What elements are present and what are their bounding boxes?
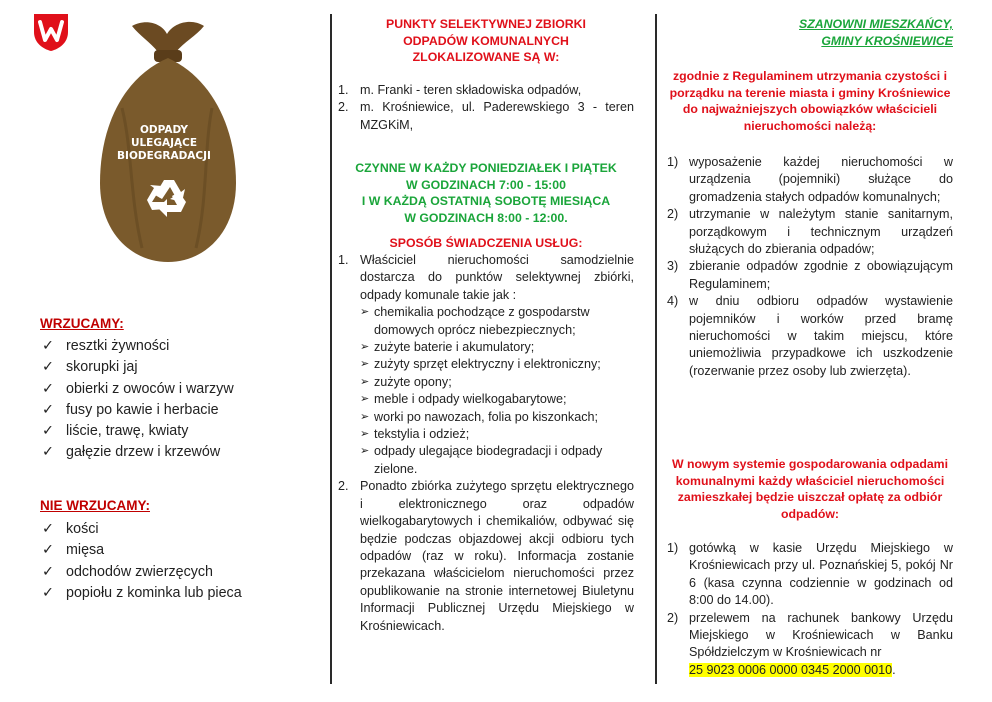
- fee-intro: [667, 456, 953, 522]
- method-number: 2.: [338, 479, 349, 494]
- waste-type-text: worki po nawozach, folia po kiszonkach;: [374, 409, 599, 424]
- waste-type-text: chemikalia pochodzące z gospodarstw domowych oprócz niebezpiecznych;: [374, 305, 590, 337]
- fee-intro-text: W nowym systemie gospodarowania odpadami komunalnymi każdy właściciel nieruchomości zamieszkałej będzie uiszczał opłatę za odbiór odpadów:: [671, 457, 949, 521]
- reject-item: [42, 540, 242, 561]
- waste-type-text: zużyty sprzęt elektryczny i elektroniczny;: [374, 357, 601, 372]
- greeting-line: SZANOWNI MIESZKAŃCY,: [799, 17, 953, 31]
- waste-type-item: [360, 426, 634, 443]
- reject-item-text: mięsa: [66, 542, 105, 559]
- accept-item: [42, 442, 234, 463]
- check-icon: ✓: [42, 423, 54, 440]
- points-title-line: PUNKTY SELEKTYWNEJ ZBIORKI: [386, 17, 586, 31]
- check-icon: ✓: [42, 584, 54, 601]
- duties-intro: [667, 68, 953, 134]
- payment-list: [667, 540, 953, 679]
- column-divider: [655, 14, 657, 684]
- method-item: [338, 252, 634, 478]
- arrow-icon: ➢: [360, 375, 370, 388]
- check-icon: ✓: [42, 444, 54, 461]
- payment-item: [667, 610, 953, 680]
- reject-item-text: kości: [66, 521, 99, 537]
- check-icon: ✓: [42, 401, 54, 418]
- duty-item: [667, 258, 953, 293]
- duty-number: 1): [667, 155, 679, 169]
- payment-number: 1): [667, 541, 679, 555]
- duty-number: 3): [667, 259, 679, 274]
- bank-account-number: 25 9023 0006 0000 0345 2000 0010: [689, 662, 893, 677]
- location-text: m. Krośniewice, ul. Paderewskiego 3 - teren MZGKiM,: [360, 100, 634, 132]
- waste-type-text: tekstylia i odzież;: [374, 427, 470, 442]
- accept-item-text: fusy po kawie i herbacie: [66, 401, 219, 418]
- accept-item-text: obierki z owoców i warzyw: [66, 380, 234, 397]
- duty-number: 4): [667, 294, 679, 309]
- check-icon: ✓: [42, 563, 54, 580]
- locations-list: [338, 82, 634, 134]
- hours-line: I W KAŻDĄ OSTATNIĄ SOBOTĘ MIESIĄCA: [361, 194, 611, 209]
- reject-title: NIE WRZUCAMY:: [40, 498, 150, 513]
- accept-item: [42, 357, 234, 378]
- location-text: m. Franki - teren składowiska odpadów,: [360, 83, 582, 97]
- check-icon: ✓: [42, 338, 54, 354]
- reject-item-text: popiołu z kominka lub pieca: [66, 584, 242, 601]
- method-section: [338, 252, 634, 635]
- duty-item: [667, 154, 953, 206]
- duty-text: w dniu odbioru odpadów wystawienie pojemników i worków przed bramę nieruchomości w takim miejscu, które uniemożliwia przypadkowe ich uszkodzenie (rozerwanie przez osoby lub zwierzęta).: [689, 294, 953, 378]
- account-end: .: [892, 662, 896, 677]
- method-item: [338, 478, 634, 635]
- waste-type-text: meble i odpady wielkogabarytowe;: [374, 392, 567, 407]
- location-item: [338, 82, 634, 99]
- location-item: [338, 99, 634, 134]
- bag-label-line: BIODEGRADACJI: [117, 150, 211, 162]
- waste-type-text: zużyte opony;: [374, 374, 452, 389]
- check-icon: ✓: [42, 542, 54, 559]
- accept-item: [42, 336, 234, 357]
- arrow-icon: ➢: [360, 341, 370, 354]
- method-title-text: SPOSÓB ŚWIADCZENIA USŁUG:: [389, 236, 583, 250]
- hours-line: W GODZINACH 7:00 - 15:00: [406, 177, 566, 192]
- points-title: [338, 16, 634, 66]
- method-text: Ponadto zbiórka zużytego sprzętu elektrycznego i elektronicznego oraz odpadów wielkogabarytowych i chemikaliów, odbywać się będzie podczas objazdowej akcji odbioru tych odpadów (raz w roku). Informacja zostanie przekazana właścicielom nieruchomości przez opublikowanie na stronie internetowej Biuletynu Informacji Publicznej Urzędu Miejskiego w Krośniewicach.: [360, 479, 634, 633]
- duty-number: 2): [667, 207, 679, 222]
- check-icon: ✓: [42, 521, 54, 537]
- payment-item: [667, 540, 953, 610]
- opening-hours: [338, 160, 634, 226]
- bag-label: [100, 124, 228, 163]
- method-title: [338, 235, 634, 252]
- check-icon: ✓: [42, 359, 54, 376]
- duties-intro-text: zgodnie z Regulaminem utrzymania czystości i porządku na terenie miasta i gminy Krośniewice do najważniejszych obowiązków właścicieli nieruchomości należą:: [669, 69, 951, 133]
- accept-item: [42, 421, 234, 442]
- payment-text: gotówką w kasie Urzędu Miejskiego w Krośniewicach przy ul. Poznańskiej 5, pokój Nr 6 (kasa czynna codziennie w godzinach od 8:00 do 14.00).: [689, 541, 953, 608]
- method-text: Właściciel nieruchomości samodzielnie dostarcza do punktów selektywnej zbiórki, odpady komunale takie jak :: [360, 253, 634, 302]
- duties-list: [667, 154, 953, 380]
- accept-title: WRZUCAMY:: [40, 316, 124, 331]
- greeting-line: GMINY KROŚNIEWICE: [821, 33, 953, 48]
- arrow-icon: ➢: [360, 306, 370, 319]
- accept-item: [42, 400, 234, 421]
- reject-list: [42, 519, 242, 604]
- accept-list: [42, 336, 234, 464]
- duty-text: zbieranie odpadów zgodnie z obowiązującym Regulaminem;: [689, 259, 953, 291]
- arrow-icon: ➢: [360, 393, 370, 406]
- location-number: 1.: [338, 83, 349, 97]
- duty-item: [667, 293, 953, 380]
- accept-item-text: skorupki jaj: [66, 359, 138, 376]
- waste-type-item: [360, 304, 634, 339]
- reject-item: [42, 562, 242, 583]
- waste-type-text: odpady ulegające biodegradacji i odpady zielone.: [374, 444, 603, 476]
- waste-type-item: [360, 443, 634, 478]
- waste-type-item: [360, 391, 634, 408]
- arrow-icon: ➢: [360, 428, 370, 441]
- waste-type-text: zużyte baterie i akumulatory;: [374, 340, 535, 355]
- reject-item-text: odchodów zwierzęcych: [66, 563, 214, 580]
- bag-label-line: ODPADY: [139, 124, 189, 136]
- check-icon: ✓: [42, 380, 54, 397]
- arrow-icon: ➢: [360, 410, 370, 423]
- arrow-icon: ➢: [360, 445, 370, 458]
- arrow-icon: ➢: [360, 358, 370, 371]
- municipal-logo-icon: [32, 12, 70, 52]
- accept-item-text: liście, trawę, kwiaty: [66, 423, 189, 440]
- waste-type-item: [360, 356, 634, 373]
- reject-item: [42, 519, 242, 540]
- location-number: 2.: [338, 100, 349, 115]
- accept-item-text: resztki żywności: [66, 338, 170, 354]
- waste-type-item: [360, 374, 634, 391]
- method-number: 1.: [338, 253, 349, 267]
- greeting: [667, 16, 953, 49]
- hours-line: W GODZINACH 8:00 - 12:00.: [404, 210, 568, 225]
- payment-text: przelewem na rachunek bankowy Urzędu Miejskiego w Krośniewicach w Banku Spółdzielczym w Krośniewicach nr: [689, 610, 953, 660]
- accept-item-text: gałęzie drzew i krzewów: [66, 444, 221, 461]
- duty-item: [667, 206, 953, 258]
- duty-text: utrzymanie w należytym stanie sanitarnym, porządkowym i technicznym urządzeń służących do zbierania odpadów;: [689, 207, 953, 257]
- points-title-line: ZLOKALIZOWANE SĄ W:: [412, 50, 560, 65]
- hours-line: CZYNNE W KAŻDY PONIEDZIAŁEK I PIĄTEK: [355, 161, 617, 175]
- column-divider: [330, 14, 332, 684]
- bag-label-line: ULEGAJĄCE: [130, 137, 198, 149]
- waste-type-item: [360, 409, 634, 426]
- points-title-line: ODPADÓW KOMUNALNYCH: [403, 33, 569, 48]
- reject-item: [42, 583, 242, 604]
- accept-item: [42, 379, 234, 400]
- waste-type-item: [360, 339, 634, 356]
- duty-text: wyposażenie każdej nieruchomości w urządzenia (pojemniki) służące do gromadzenia stałych odpadów komunalnych;: [689, 155, 953, 204]
- payment-number: 2): [667, 610, 679, 625]
